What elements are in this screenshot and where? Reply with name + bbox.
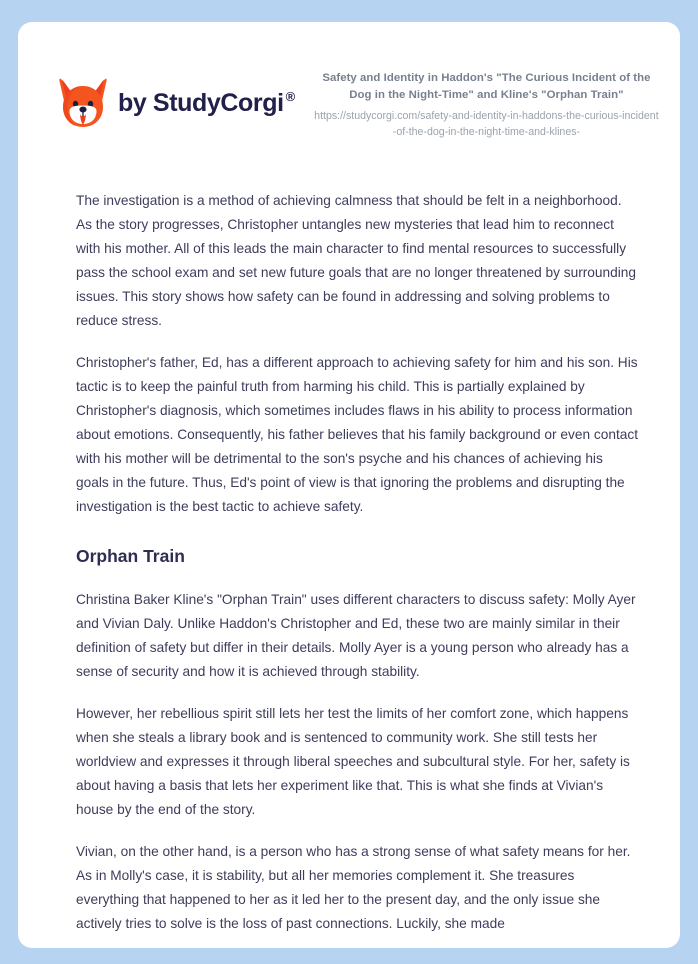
brand-name-text: by StudyCorgi: [118, 88, 284, 117]
body-paragraph: However, her rebellious spirit still lets her test the limits of her comfort zone, which happens when she steals a library book and is sentenced to community work. She still tests her worldview and expresses it through liberal speeches and subcultural style. For her, safety is about having a basis that lets her experiment like that. This is what she finds at Vivian's house by the end of the story.: [76, 705, 630, 817]
body-paragraph: Christina Baker Kline's "Orphan Train" uses different characters to discuss safety: Molly Ayer and Vivian Daly. Unlike Haddon's Christopher and Ed, these two are mainly similar in their definition of safety but differ in their details. Molly Ayer is a young person who already has a sense of security and how it is achieved through stability.: [76, 591, 636, 679]
body-paragraph: Christopher's father, Ed, has a different approach to achieving safety for him and his son. His tactic is to keep the painful truth from harming his child. This is partially explained by Christopher's diagnosis, which sometimes includes flaws in his ability to process information about emotions. Consequently, his father believes that his family background or even contact with his mother will be detrimental to the son's psyche and his chances of achieving his goals in the future. Thus, Ed's point of view is that ignoring the problems and disrupting the investigation is the best tactic to achieve safety.: [76, 354, 639, 514]
document-sheet: [18, 22, 680, 948]
source-url[interactable]: https://studycorgi.com/safety-and-identity-in-haddons-the-curious-incident-of-the-dog-in-the-night-time-and-klines-: [314, 110, 659, 138]
registered-trademark-icon: ®: [285, 89, 295, 105]
document-header: [18, 22, 680, 141]
document-body: [18, 141, 680, 936]
page-title: Safety and Identity in Haddon's "The Curious Incident of the Dog in the Night-Time" and Kline's "Orphan Train": [322, 72, 651, 101]
body-paragraph: The investigation is a method of achieving calmness that should be felt in a neighborhood. As the story progresses, Christopher untangles new mysteries that lead him to reconnect with his mother. All of this leads the main character to find mental resources to successfully pass the school exam and set new future goals that are no longer threatened by surrounding issues. This story shows how safety can be found in addressing and solving problems to reduce stress.: [76, 192, 637, 328]
body-paragraph: Vivian, on the other hand, is a person who has a strong sense of what safety means for her. As in Molly's case, it is stability, but all her memories complement it. She treasures everything that happened to her as it led her to the present day, and the only issue she actively tries to solve is the loss of past connections. Luckily, she made: [76, 843, 631, 931]
corgi-mascot-icon: [58, 76, 108, 130]
section-heading: Orphan Train: [76, 545, 185, 566]
brand-logo[interactable]: [58, 68, 295, 130]
brand-wordmark: [118, 89, 295, 118]
document-meta: [295, 68, 660, 141]
